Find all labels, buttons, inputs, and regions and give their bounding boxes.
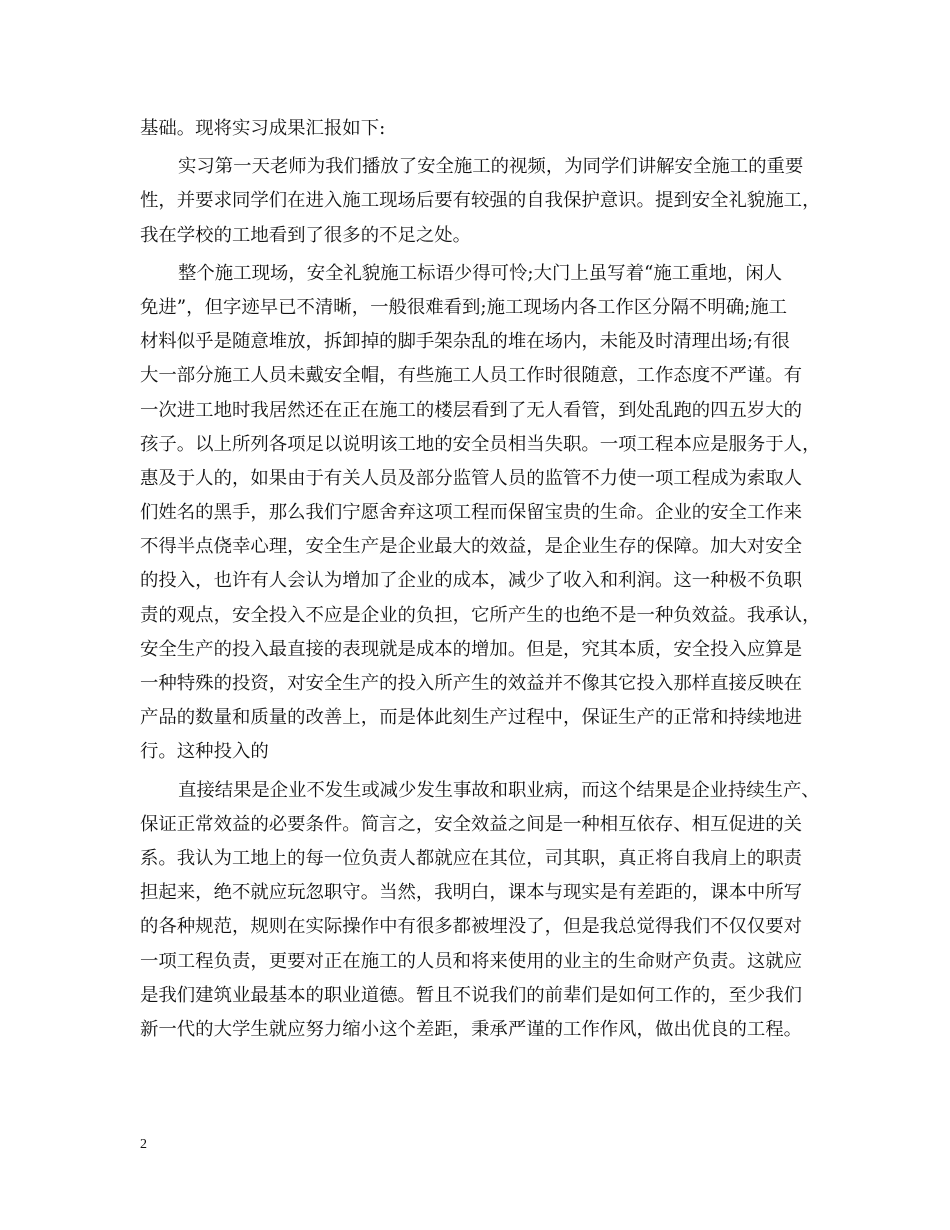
text-line: 担起来，绝不就应玩忽职守。当然，我明白，课本与现实是有差距的，课本中所写 (140, 882, 803, 904)
text-line: 行。这种投入的 (140, 741, 269, 763)
text-line: 新一代的大学生就应努力缩小这个差距，秉承严谨的工作作风，做出优良的工程。 (140, 1018, 803, 1040)
text-line: 实习第一天老师为我们播放了安全施工的视频，为同学们讲解安全施工的重要 (178, 156, 804, 178)
text-line: 们姓名的黑手，那么我们宁愿舍弃这项工程而保留宝贵的生命。企业的安全工作来 (140, 502, 803, 524)
text-line: 安全生产的投入最直接的表现就是成本的增加。但是，究其本质，安全投入应算是 (140, 638, 803, 660)
text-line: 的投入，也许有人会认为增加了企业的成本，减少了收入和利润。这一种极不负职 (140, 570, 803, 592)
text-line: 基础。现将实习成果汇报如下: (140, 118, 386, 139)
text-line: 惠及于人的，如果由于有关人员及部分监管人员的监管不力使一项工程成为索取人 (140, 467, 803, 489)
text-line: 一项工程负责，更要对正在施工的人员和将来使用的业主的生命财产负责。这就应 (140, 950, 803, 972)
text-line: 一种特殊的投资，对安全生产的投入所产生的效益并不像其它投入那样直接反映在 (140, 673, 803, 694)
text-line: 系。我认为工地上的每一位负责人都就应在其位，司其职，真正将自我肩上的职责 (140, 847, 803, 869)
text-line: 是我们建筑业最基本的职业道德。暂且不说我们的前辈们是如何工作的，至少我们 (140, 984, 803, 1006)
text-line: 大一部分施工人员未戴安全帽，有些施工人员工作时很随意，工作态度不严谨。有 (140, 365, 803, 387)
text-line: 免进”，但字迹早已不清晰，一般很难看到;施工现场内各工作区分隔不明确;施工 (140, 296, 788, 318)
text-line: 孩子。以上所列各项足以说明该工地的安全员相当失职。一项工程本应是服务于人， (140, 433, 821, 455)
text-line: 不得半点侥幸心理，安全生产是企业最大的效益，是企业生存的保障。加大对安全 (140, 536, 803, 558)
text-line: 性，并要求同学们在进入施工现场后要有较强的自我保护意识。提到安全礼貌施工， (140, 190, 821, 212)
document-body (140, 112, 820, 1047)
text-line: 我在学校的工地看到了很多的不足之处。 (140, 224, 472, 246)
text-line: 责的观点，安全投入不应是企业的负担，它所产生的也绝不是一种负效益。我承认， (140, 604, 821, 626)
text-line: 保证正常效益的必要条件。简言之，安全效益之间是一种相互依存、相互促进的关 (140, 813, 803, 835)
paragraph (140, 774, 820, 1048)
paragraph (140, 257, 820, 770)
text-line: 直接结果是企业不发生或减少发生事故和职业病，而这个结果是企业持续生产、 (178, 779, 820, 801)
text-line: 材料似乎是随意堆放，拆卸掉的脚手架杂乱的堆在场内，未能及时清理出场;有很 (140, 331, 790, 353)
page-number: 2 (140, 1137, 147, 1152)
paragraph (140, 150, 820, 253)
text-line: 产品的数量和质量的改善上，而是体此刻生产过程中，保证生产的正常和持续地进 (140, 707, 803, 729)
paragraph (140, 112, 820, 146)
text-line: 整个施工现场，安全礼貌施工标语少得可怜;大门上虽写着“施工重地，闲人 (178, 262, 783, 284)
text-line: 的各种规范，规则在实际操作中有很多都被埋没了，但是我总觉得我们不仅仅要对 (140, 916, 803, 938)
text-line: 一次进工地时我居然还在正在施工的楼层看到了无人看管，到处乱跑的四五岁大的 (140, 399, 803, 421)
